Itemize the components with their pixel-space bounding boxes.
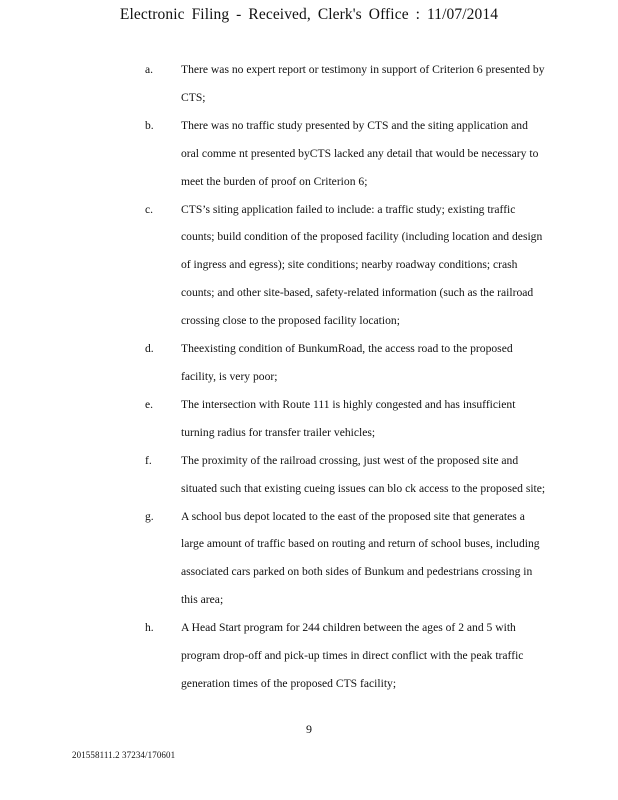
item-text: There was no traffic study presented by CTS and the siting application and oral comme nt presented byCTS lacked any detail that would be necessary to meet the burden of proof on Criterion 6;: [181, 118, 539, 188]
criteria-list: [0, 56, 618, 698]
list-item-h: [0, 614, 618, 698]
item-text: The intersection with Route 111 is highly congested and has insufficient turning radius for transfer trailer vehicles;: [181, 397, 516, 439]
list-item-e: [0, 391, 618, 447]
item-label: a.: [145, 63, 154, 76]
list-item-b: [0, 112, 618, 196]
item-label: b.: [145, 118, 154, 132]
list-item-a: [0, 56, 618, 112]
list-item-c: [0, 196, 618, 336]
item-text: The proximity of the railroad crossing, just west of the proposed site and situated such that existing cueing issues can blo ck access to the proposed site;: [181, 453, 546, 495]
item-text: A school bus depot located to the east of the proposed site that generates a large amount of traffic based on routing and return of school buses, including associated cars parked on both sides of Bunkum and pedestrians crossing in this area;: [181, 509, 540, 607]
document-id: 201558111.2 37234/170601: [72, 750, 176, 760]
item-label: f.: [145, 453, 152, 467]
list-item-d: [0, 335, 618, 391]
item-label: c.: [145, 202, 154, 216]
item-text: CTS’s siting application failed to include: a traffic study; existing traffic counts; build condition of the proposed facility (including location and design of ingress and egress); site conditions; nearby roadway conditions; crash counts; and other site-based, safety-related information (such as the railroad crossing close to the proposed facility location;: [181, 202, 543, 328]
item-label: d.: [145, 342, 154, 356]
item-text: Theexisting condition of BunkumRoad, the access road to the proposed facility, is very poor;: [181, 342, 513, 383]
page-number: 9: [306, 722, 312, 736]
list-item-g: [0, 503, 618, 615]
item-label: g.: [145, 509, 154, 523]
item-text: A Head Start program for 244 children between the ages of 2 and 5 with program drop-off and pick-up times in direct conflict with the peak traffic generation times of the proposed CTS facility;: [181, 621, 524, 690]
item-text: There was no expert report or testimony in support of Criterion 6 presented by CTS;: [181, 63, 545, 104]
item-label: h.: [145, 621, 154, 635]
item-label: e.: [145, 397, 154, 411]
list-item-f: [0, 447, 618, 503]
filing-header: Electronic Filing - Received, Clerk's Office : 11/07/2014: [119, 6, 499, 23]
